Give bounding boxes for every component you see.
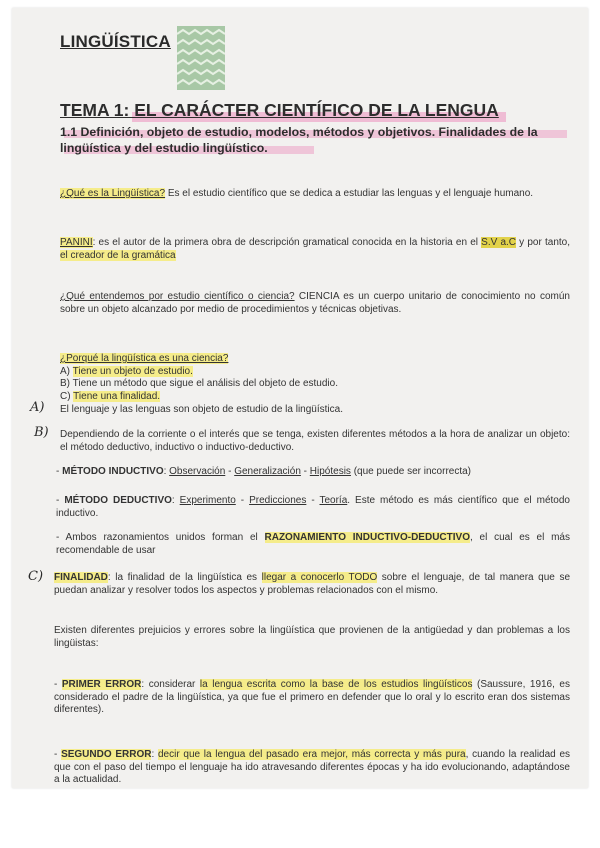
method-combined — [56, 532, 570, 557]
q3-item-letter: C) — [60, 390, 71, 402]
m1-tail: (que puede ser incorrecta) — [350, 466, 472, 477]
finalidad-label: FINALIDAD — [54, 572, 108, 583]
paragraph-b: Dependiendo de la corriente o el interés que se tenga, existen diferentes métodos a la hora de analizar un objeto: el método deductivo, inductivo o inductivo-deductivo. — [60, 429, 570, 453]
m2-dash: - — [306, 495, 320, 506]
m2-sep: : — [171, 495, 180, 506]
second-error — [54, 749, 570, 787]
m1-step: Hipótesis — [309, 466, 351, 477]
e2-label: SEGUNDO ERROR — [61, 749, 152, 760]
e2-text-2: , cuando la realidad es que con el paso del tiempo el lenguaje ha ido atravesando diferentes épocas y ha ido evolucionando, adaptándose a la actualidad. — [54, 749, 571, 785]
q3-item-text: Tiene un método que sigue el análisis del objeto de estudio. — [72, 378, 338, 389]
panini-text: : es el autor de la primera obra de descripción gramatical conocida en la historia en el — [92, 237, 482, 248]
q3-item-text: Tiene un objeto de estudio. — [72, 365, 193, 377]
handwritten-mark-c: C) — [28, 569, 44, 584]
q1-answer: Es el estudio científico que se dedica a estudiar las lenguas y el lenguaje humano. — [165, 188, 534, 199]
m1-step: Observación — [169, 466, 226, 477]
paragraph-c — [54, 572, 570, 597]
q3-question: ¿Porqué la lingüística es una ciencia? — [60, 353, 229, 364]
method-deductive — [56, 495, 570, 520]
paragraph-prejudices: Existen diferentes prejuicios y errores sobre la lingüística que provienen de la antigüedad y dan problemas a los lingüistas: — [54, 625, 570, 649]
finalidad-text: : la finalidad de la lingüística es — [107, 572, 262, 583]
q1-paragraph — [60, 188, 570, 201]
zigzag-washi-tape — [177, 26, 225, 90]
m2-step: Teoría — [319, 495, 348, 506]
e1-text-2: (Saussure, 1916, es considerado el padre de la lingüística, ya que fue el primero en defender que lo oral y lo escrito eran dos sistemas diferentes). — [54, 679, 570, 715]
handwritten-mark-a: A) — [30, 400, 45, 415]
m1-dash: - — [300, 466, 310, 477]
q3-item — [60, 391, 570, 404]
panini-highlight: el creador de la gramática — [60, 249, 176, 261]
q3-block — [60, 353, 570, 403]
m3-highlight: RAZONAMIENTO INDUCTIVO-DEDUCTIVO — [264, 532, 470, 543]
handwritten-mark-b: B) — [34, 425, 49, 440]
e1-text: : considerar — [141, 679, 200, 690]
q3-item — [60, 378, 570, 391]
q2-question: ¿Qué entendemos por estudio científico o ciencia? — [60, 291, 295, 302]
e1-prefix: - — [54, 679, 62, 690]
method-inductive — [56, 466, 570, 479]
q2-paragraph — [60, 291, 570, 316]
panini-text-2: y por tanto, — [516, 237, 570, 248]
e1-highlight: la lengua escrita como la base de los estudios lingüísticos — [199, 679, 473, 690]
m2-step: Predicciones — [249, 495, 307, 506]
notes-page — [12, 8, 588, 788]
tema-heading: TEMA 1: EL CARÁCTER CIENTÍFICO DE LA LENGUA — [60, 100, 499, 120]
q3-item — [60, 366, 570, 379]
paragraph-a: El lenguaje y las lenguas son objeto de estudio de la lingüística. — [60, 404, 343, 415]
m2-label: MÉTODO DEDUCTIVO — [64, 495, 172, 506]
m1-label: MÉTODO INDUCTIVO — [62, 466, 164, 477]
m3-tail: , el cual es el más recomendable de usar — [56, 532, 570, 556]
q3-item-letter: A) — [60, 365, 70, 377]
q1-question: ¿Qué es la Lingüística? — [60, 188, 166, 199]
m3-prefix: - Ambos razonamientos unidos forman el — [56, 532, 265, 543]
panini-paragraph — [60, 237, 570, 262]
m2-prefix: - — [56, 495, 65, 506]
m2-tail: . Este método es más científico que el método inductivo. — [56, 495, 570, 519]
m1-dash: - — [225, 466, 235, 477]
q3-item-text: Tiene una finalidad. — [73, 390, 161, 402]
first-error — [54, 679, 570, 717]
q3-item-letter: B) — [60, 378, 70, 389]
subject-title: LINGÜÍSTICA — [60, 32, 171, 51]
e2-prefix: - — [54, 749, 62, 760]
finalidad-highlight: llegar a conocerlo TODO — [261, 572, 378, 583]
m1-step: Generalización — [234, 466, 301, 477]
m1-prefix: - — [56, 466, 63, 477]
m1-sep: : — [163, 466, 170, 477]
e1-label: PRIMER ERROR — [61, 679, 142, 690]
m2-step: Experimento — [179, 495, 236, 506]
panini-label: PANINI — [60, 237, 93, 248]
finalidad-text-2: sobre el lenguaje, de tal manera que se puedan analizar y resolver todos los aspectos y problemas relacionados con el mismo. — [54, 572, 570, 596]
panini-date: S.V a.C — [481, 237, 517, 248]
e2-text: : — [151, 749, 158, 760]
e2-highlight: decir que la lengua del pasado era mejor, más correcta y más pura — [157, 749, 466, 760]
subtitle: 1.1 Definición, objeto de estudio, modelos, métodos y objetivos. Finalidades de la lingüística y del estudio lingüístico. — [60, 125, 538, 155]
m2-dash: - — [235, 495, 250, 506]
q2-answer: CIENCIA es un cuerpo unitario de conocimiento no común sobre un objeto alcanzado por medio de procedimientos y técnicas objetivas. — [60, 291, 570, 315]
